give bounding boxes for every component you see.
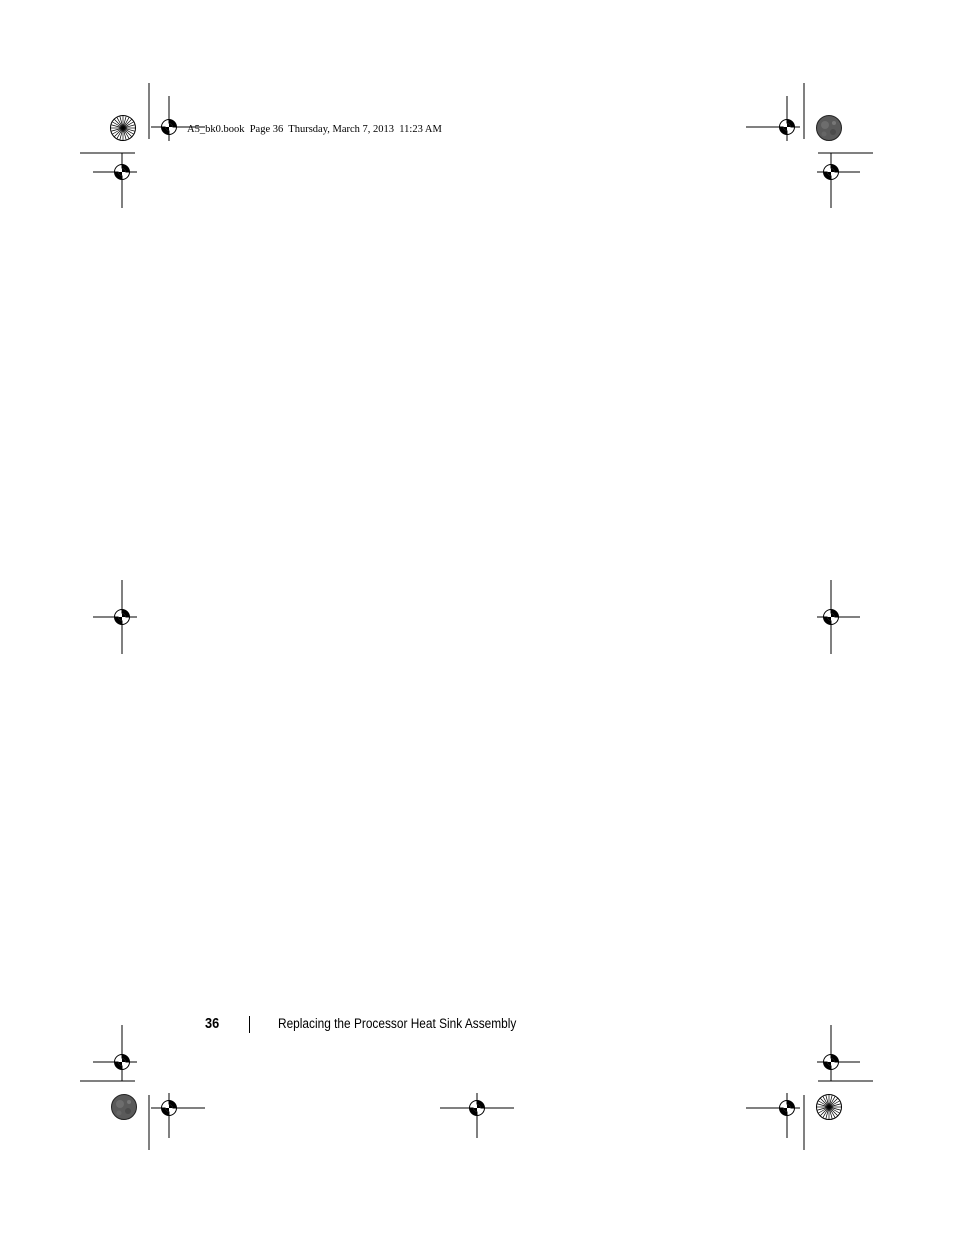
sunburst-registration-icon: [111, 116, 136, 141]
registration-crosshair-icon: [824, 1055, 839, 1070]
registration-crosshair-icon: [824, 165, 839, 180]
registration-crosshair-icon: [115, 610, 130, 625]
registration-crosshair-icon: [162, 1101, 177, 1116]
registration-crosshair-icon: [780, 120, 795, 135]
registration-crosshair-icon: [470, 1101, 485, 1116]
gray-textured-circle-icon: [817, 116, 842, 141]
registration-crosshair-icon: [780, 1101, 795, 1116]
footer-separator: [249, 1016, 250, 1033]
registration-crosshair-icon: [115, 165, 130, 180]
registration-crosshair-icon: [824, 610, 839, 625]
print-slug-line: A5_bk0.book Page 36 Thursday, March 7, 2013 11:23 AM: [187, 124, 442, 135]
page-number: 36: [205, 1015, 220, 1032]
registration-crosshair-icon: [162, 120, 177, 135]
registration-crosshair-icon: [115, 1055, 130, 1070]
running-footer-title: Replacing the Processor Heat Sink Assembly: [278, 1016, 517, 1031]
sunburst-registration-icon: [817, 1095, 842, 1120]
gray-textured-circle-icon: [112, 1095, 137, 1120]
